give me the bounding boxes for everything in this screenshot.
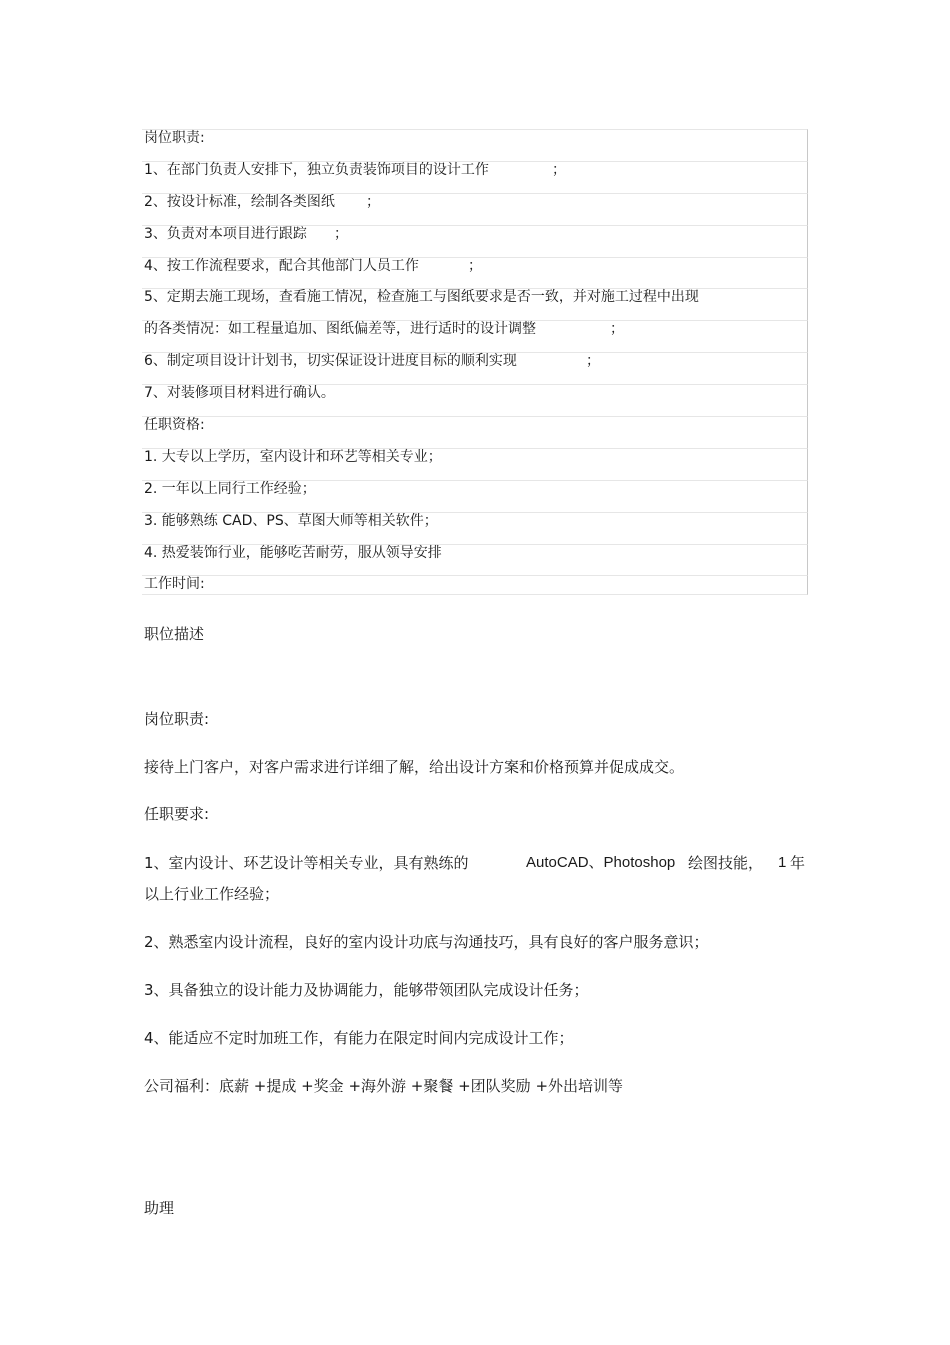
- table-row: [142, 288, 808, 320]
- row-semicolon: ；: [468, 257, 482, 274]
- requirement-1-prefix: 1、室内设计、环艺设计等相关专业，具有熟练的: [144, 854, 469, 872]
- row-semicolon: ；: [552, 161, 566, 178]
- row-semicolon: ；: [366, 193, 380, 210]
- row-text: 岗位职责:: [144, 130, 205, 146]
- position-description-heading: 职位描述: [144, 625, 205, 643]
- row-text: 任职资格:: [144, 417, 205, 434]
- row-text: 3、负责对本项目进行跟踪: [144, 225, 307, 242]
- row-text: 7、对装修项目材料进行确认。: [144, 385, 335, 402]
- requirement-2: 2、熟悉室内设计流程，良好的室内设计功底与沟通技巧，具有良好的客户服务意识；: [144, 933, 709, 951]
- row-semicolon: ；: [610, 321, 624, 338]
- requirement-1-years: 1: [778, 854, 787, 871]
- duties-heading: 岗位职责:: [144, 710, 210, 728]
- table-row: [142, 225, 808, 257]
- row-semicolon: ；: [586, 353, 600, 370]
- table-row: [142, 352, 808, 384]
- requirements-heading: 任职要求:: [144, 805, 210, 823]
- benefits: 公司福利：底薪 +提成 +奖金 +海外游 +聚餐 +团队奖励 +外出培训等: [144, 1077, 624, 1095]
- row-text: 4. 热爱装饰行业，能够吃苦耐劳，服从领导安排: [144, 544, 442, 561]
- row-semicolon: ；: [334, 225, 348, 242]
- table-row: [142, 320, 808, 352]
- table-row: [142, 512, 808, 544]
- table-row: [142, 416, 808, 448]
- row-text: 的各类情况：如工程量追加、图纸偏差等，进行适时的设计调整: [144, 321, 536, 338]
- duties-text: 接待上门客户，对客户需求进行详细了解，给出设计方案和价格预算并促成成交。: [144, 758, 685, 776]
- row-text: 4、按工作流程要求，配合其他部门人员工作: [144, 257, 419, 274]
- table-row: [142, 257, 808, 289]
- table-row: [142, 384, 808, 416]
- requirement-3: 3、具备独立的设计能力及协调能力，能够带领团队完成设计任务；: [144, 981, 589, 999]
- requirement-4: 4、能适应不定时加班工作，有能力在限定时间内完成设计工作；: [144, 1029, 574, 1047]
- assistant-heading: 助理: [144, 1199, 175, 1217]
- requirement-1-line2: 以上行业工作经验；: [144, 885, 280, 903]
- row-text: 2. 一年以上同行工作经验；: [144, 480, 316, 497]
- table-row: [142, 575, 808, 595]
- row-text: 2、按设计标准，绘制各类图纸: [144, 193, 335, 210]
- table-row: [142, 544, 808, 576]
- responsibilities-table: [142, 129, 808, 595]
- row-text: 6、制定项目设计计划书，切实保证设计进度目标的顺利实现: [144, 353, 517, 370]
- row-text: 工作时间:: [144, 576, 205, 593]
- row-text: 1、在部门负责人安排下，独立负责装饰项目的设计工作: [144, 161, 489, 178]
- table-row: [142, 129, 808, 161]
- requirement-1-suffix: 年: [790, 854, 806, 872]
- table-row: [142, 480, 808, 512]
- table-row: [142, 193, 808, 225]
- table-row: [142, 448, 808, 480]
- row-text: 1. 大专以上学历，室内设计和环艺等相关专业；: [144, 448, 442, 465]
- requirement-1: [144, 854, 806, 872]
- row-text: 5、定期去施工现场，查看施工情况，检查施工与图纸要求是否一致，并对施工过程中出现: [144, 289, 699, 306]
- row-text: 3. 能够熟练 CAD、PS、草图大师等相关软件；: [144, 512, 438, 529]
- table-row: [142, 161, 808, 193]
- requirement-1-mid: 绘图技能，: [688, 854, 764, 872]
- requirement-1-software: AutoCAD、Photoshop: [526, 854, 676, 871]
